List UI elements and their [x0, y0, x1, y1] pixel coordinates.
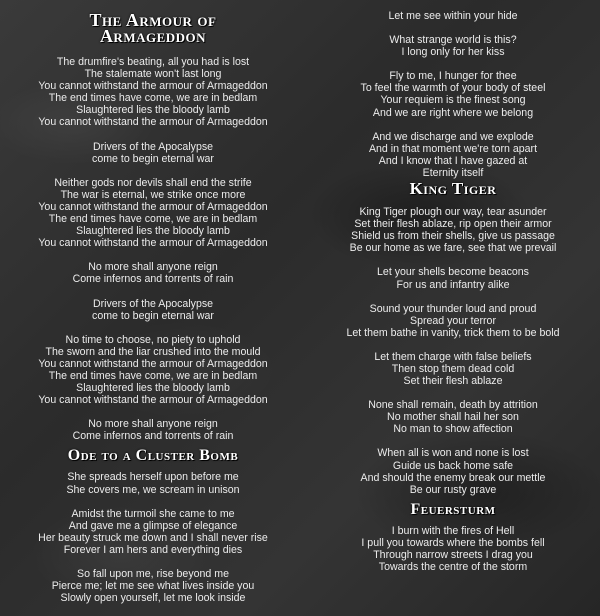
lyric-line: And in that moment we're torn apart [368, 142, 538, 155]
stanza-gap [308, 119, 598, 131]
lyric-line: Come infernos and torrents of rain [72, 273, 234, 286]
lyric-line: The end times have come, we are in bedlam [48, 213, 258, 226]
left-column [8, 0, 298, 604]
lyric-line: Be our home as we fare, see that we prevail [349, 242, 557, 255]
lyric-line: Her beauty struck me down and I shall never rise [38, 531, 268, 544]
lyric-line: You cannot withstand the armour of Armageddon [38, 357, 268, 370]
lyric-line: Sound your thunder loud and proud [369, 302, 537, 315]
lyric-line: I long only for her kiss [401, 46, 505, 59]
lyric-line: The stalemate won't last long [84, 68, 222, 81]
lyric-line: Slaughtered lies the bloody lamb [76, 225, 230, 238]
lyric-line: No man to show affection [393, 423, 513, 436]
lyric-line: So fall upon me, rise beyond me [77, 568, 229, 580]
lyric-line: Then stop them dead cold [391, 362, 515, 375]
lyric-line: And we are right where we belong [372, 106, 534, 119]
lyrics [308, 206, 598, 496]
lyric-line: No more shall anyone reign [88, 261, 218, 274]
stanza [308, 525, 598, 573]
lyric-line: Let them charge with false beliefs [374, 350, 532, 363]
lyric-line: Towards the centre of the storm [378, 561, 528, 574]
lyric-line: You cannot withstand the armour of Armageddon [38, 116, 268, 129]
lyric-line: The drumfire's beating, all you had is lost [56, 56, 250, 68]
song-title: Feuersturm [410, 500, 496, 518]
lyric-line: Spread your terror [410, 314, 496, 327]
stanza [8, 471, 298, 495]
stanza-gap [8, 249, 298, 261]
lyric-line: come to begin eternal war [92, 309, 214, 322]
lyric-line: What strange world is this? [389, 34, 517, 47]
lyric-line: come to begin eternal war [92, 152, 214, 165]
stanza [8, 418, 298, 442]
stanza-gap [8, 406, 298, 418]
stanza [308, 131, 598, 179]
lyrics [8, 56, 298, 442]
stanza [308, 351, 598, 387]
stanza [308, 399, 598, 435]
song-title: King Tiger [409, 179, 497, 199]
stanza [308, 447, 598, 495]
lyric-line: The end times have come, we are in bedlam [48, 92, 258, 105]
lyric-line: Neither gods nor devils shall end the strife [54, 176, 252, 189]
lyric-line: Through narrow streets I drag you [373, 549, 533, 561]
stanza-gap [8, 165, 298, 177]
song-king-tiger [308, 181, 598, 496]
stanza-gap [308, 387, 598, 399]
lyric-line: No mother shall hail her son [387, 411, 519, 424]
lyric-line: Set their flesh ablaze [403, 375, 503, 388]
lyric-line: For us and infantry alike [396, 278, 510, 291]
stanza [308, 34, 598, 58]
lyric-line: The sworn and the liar crushed into the mould [45, 345, 261, 358]
stanza [8, 298, 298, 322]
lyrics [308, 525, 598, 573]
song-ode-to-a-cluster-bomb [8, 448, 298, 604]
lyric-line: Your requiem is the finest song [380, 94, 526, 107]
stanza [308, 206, 598, 254]
lyric-line: Guide us back home safe [392, 459, 514, 472]
lyric-line: To feel the warmth of your body of steel [360, 82, 546, 95]
lyric-line: Slowly open yourself, let me look inside [60, 592, 246, 605]
stanza-gap [8, 556, 298, 568]
lyric-line: Come infernos and torrents of rain [72, 430, 234, 443]
stanza [8, 568, 298, 604]
lyric-line: I burn with the fires of Hell [391, 524, 515, 537]
lyric-line: You cannot withstand the armour of Armageddon [38, 80, 268, 93]
lyric-line: Shield us from their shells, give us passage [351, 230, 555, 243]
song-title: The Armour of Armageddon [89, 10, 217, 46]
lyric-line: The war is eternal, we strike once more [60, 188, 246, 201]
stanza [8, 177, 298, 250]
lyric-line: Slaughtered lies the bloody lamb [76, 382, 230, 395]
lyric-line: And we discharge and we explode [372, 130, 534, 143]
stanza [308, 303, 598, 339]
stanza-gap [308, 254, 598, 266]
lyric-line: The end times have come, we are in bedlam [48, 369, 258, 382]
lyric-line: And I know that I have gazed at [378, 154, 528, 167]
lyric-line: Fly to me, I hunger for thee [389, 70, 517, 83]
stanza [308, 70, 598, 118]
lyric-line: Forever I am hers and everything dies [63, 543, 243, 556]
lyric-line: Drivers of the Apocalypse [92, 140, 214, 153]
lyric-line: And should the enemy break our mettle [360, 471, 546, 484]
lyric-line: No time to choose, no piety to uphold [65, 333, 241, 346]
lyrics [8, 471, 298, 604]
stanza [8, 334, 298, 407]
lyric-line: She covers me, we scream in unison [66, 483, 240, 496]
lyric-line: And gave me a glimpse of elegance [68, 519, 238, 532]
stanza [308, 10, 598, 22]
stanza-gap [8, 286, 298, 298]
lyric-line: I pull you towards where the bombs fell [361, 536, 545, 549]
stanza-gap [8, 322, 298, 334]
stanza-gap [8, 496, 298, 508]
lyric-line: Slaughtered lies the bloody lamb [76, 104, 230, 117]
lyric-line: She spreads herself upon before me [67, 471, 239, 484]
lyric-line: Let them bathe in vanity, trick them to be bold [346, 326, 560, 339]
lyric-line: None shall remain, death by attrition [368, 399, 538, 412]
lyric-line: You cannot withstand the armour of Armageddon [38, 237, 268, 250]
lyric-line: Let me see within your hide [388, 10, 518, 22]
lyric-line: Let your shells become beacons [377, 266, 529, 279]
lyric-line: Amidst the turmoil she came to me [71, 507, 235, 520]
stanza-gap [308, 22, 598, 34]
stanza [8, 261, 298, 285]
lyric-line: King Tiger plough our way, tear asunder [359, 206, 547, 219]
lyric-line: Drivers of the Apocalypse [92, 297, 214, 310]
stanza [308, 266, 598, 290]
stanza [8, 56, 298, 129]
right-column [308, 0, 598, 573]
stanza-gap [308, 291, 598, 303]
song-armour-of-armageddon [8, 12, 298, 442]
lyric-line: When all is won and none is lost [377, 447, 529, 460]
song-ode-continued [308, 10, 598, 179]
lyric-line: You cannot withstand the armour of Armageddon [38, 200, 268, 213]
song-title: Ode to a Cluster Bomb [67, 447, 239, 465]
stanza [8, 141, 298, 165]
lyrics [308, 10, 598, 179]
lyric-line: Pierce me; let me see what lives inside you [51, 580, 255, 593]
stanza-gap [308, 435, 598, 447]
stanza-gap [308, 339, 598, 351]
lyric-line: Be our rusty grave [409, 483, 497, 496]
stanza-gap [308, 58, 598, 70]
lyric-line: Set their flesh ablaze, rip open their armor [354, 218, 552, 231]
lyric-line: Eternity itself [422, 166, 484, 179]
stanza [8, 508, 298, 556]
lyric-line: No more shall anyone reign [88, 418, 218, 431]
stanza-gap [8, 129, 298, 141]
lyric-line: You cannot withstand the armour of Armageddon [38, 394, 268, 407]
song-feuersturm [308, 502, 598, 573]
